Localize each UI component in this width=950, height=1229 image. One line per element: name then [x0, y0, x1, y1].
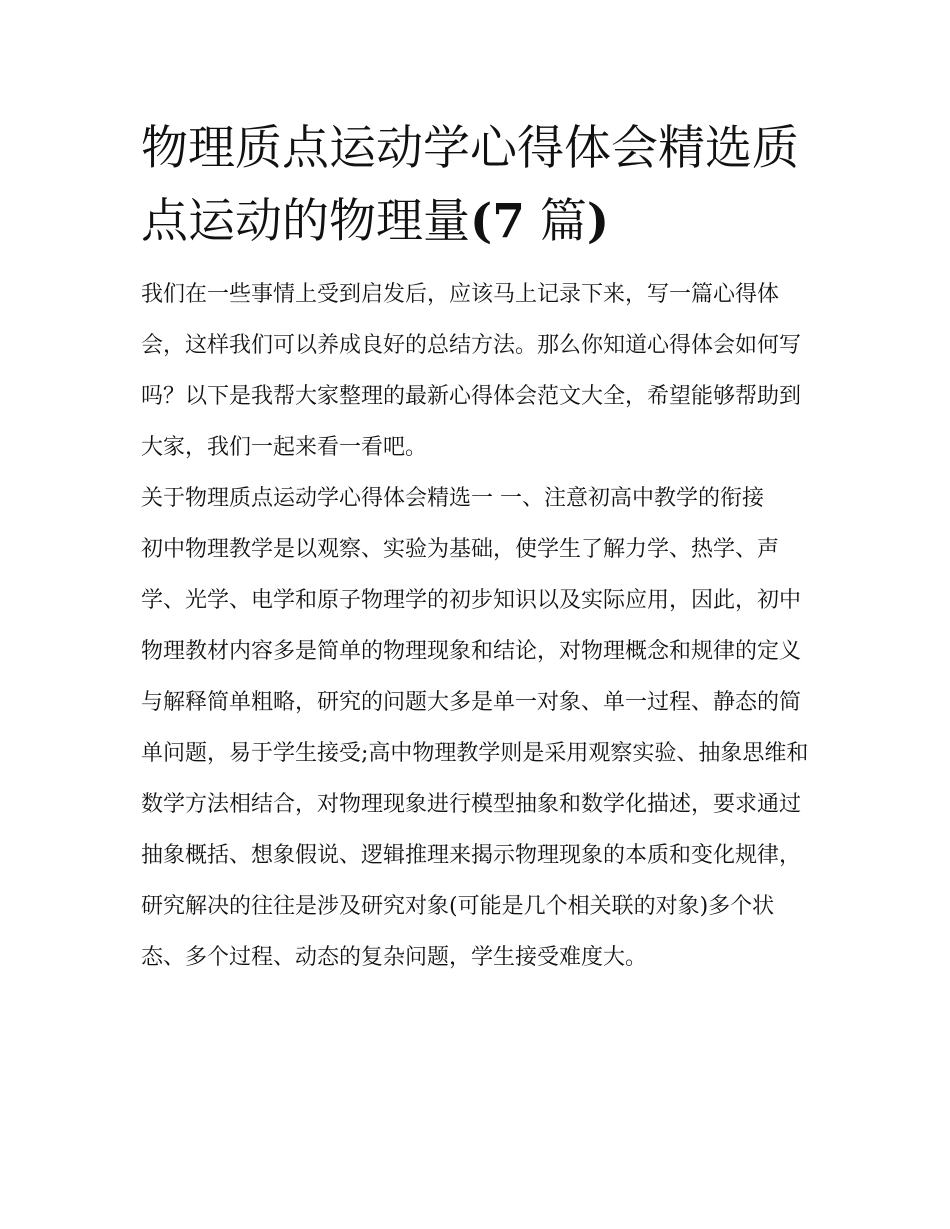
title-count: (7: [470, 194, 525, 249]
document-body: [141, 269, 813, 983]
section-heading: 关于物理质点运动学心得体会精选一 一、注意初高中教学的衔接: [141, 486, 764, 511]
document-title: [141, 112, 813, 258]
title-close-paren: ): [586, 194, 610, 249]
intro-paragraph: 我们在一些事情上受到启发后，应该马上记录下来，写一篇心得体会，这样我们可以养成良好的总结方法。那么你知道心得体会如何写吗？以下是我帮大家整理的最新心得体会范文大全，希望能够帮助到大家，我们一起来看一看吧。: [141, 282, 802, 460]
title-unit: 篇: [539, 194, 587, 249]
document-page: [141, 112, 813, 983]
title-text: 物理质点运动学心得体会精选质点运动的物理量: [141, 121, 799, 249]
body-paragraph: 初中物理教学是以观察、实验为基础，使学生了解力学、热学、声学、光学、电学和原子物理学的初步知识以及实际应用，因此，初中物理教材内容多是简单的物理现象和结论，对物理概念和规律的定义与解释简单粗略，研究的问题大多是单一对象、单一过程、静态的简单问题，易于学生接受;高中物理教学则是采用观察实验、抽象思维和数学方法相结合，对物理现象进行模型抽象和数学化描述，要求通过抽象概括、想象假说、逻辑推理来揭示物理现象的本质和变化规律，研究解决的往往是涉及研究对象(可能是几个相关联的对象)多个状态、多个过程、动态的复杂问题，学生接受难度大。: [141, 537, 809, 970]
